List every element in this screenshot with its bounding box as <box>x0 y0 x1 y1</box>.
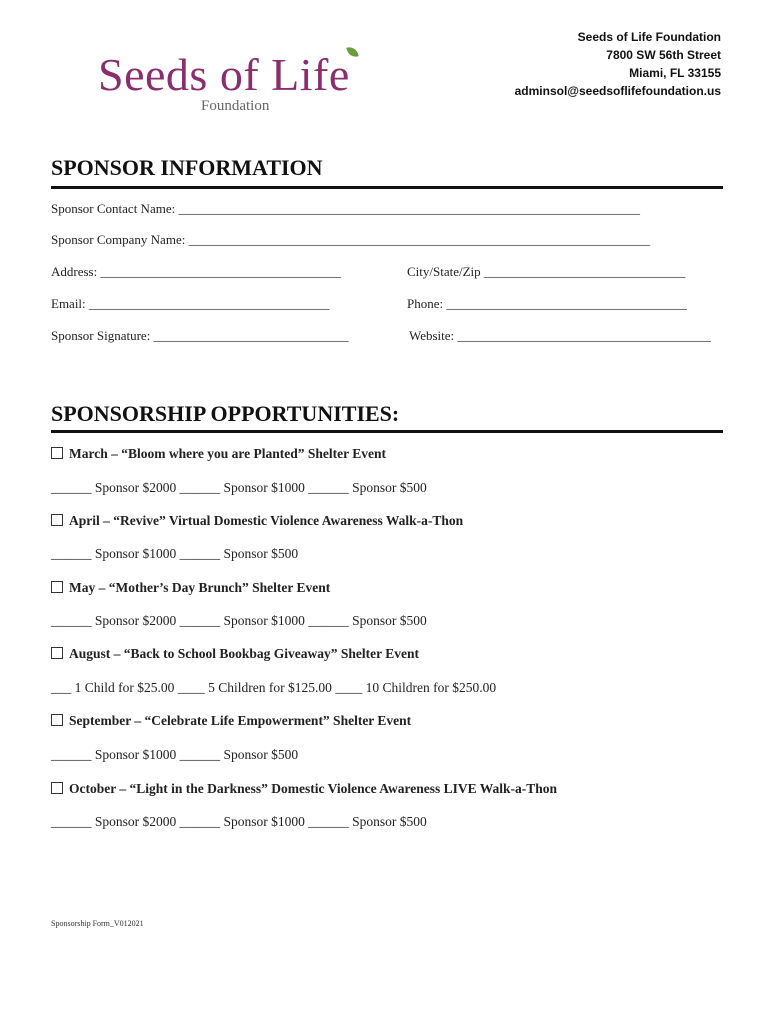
event-title: August – “Back to School Bookbag Giveaway” Shelter Event <box>69 646 420 661</box>
checkbox-icon[interactable] <box>51 581 63 593</box>
checkbox-icon[interactable] <box>51 514 63 526</box>
phone-field[interactable]: Phone: _____________________________________ <box>407 296 687 311</box>
checkbox-icon[interactable] <box>51 782 63 794</box>
event-title: March – “Bloom where you are Planted” Shelter Event <box>69 446 386 461</box>
address-field[interactable]: Address: _____________________________________ <box>51 264 341 279</box>
logo <box>98 49 350 114</box>
event-title: September – “Celebrate Life Empowerment” Shelter Event <box>69 713 412 728</box>
event-option[interactable] <box>51 713 411 729</box>
contact-name-field[interactable]: Sponsor Contact Name: _______________________________________________________________________ <box>51 201 640 216</box>
event-option[interactable] <box>51 781 557 797</box>
event-title: April – “Revive” Virtual Domestic Violence Awareness Walk-a-Thon <box>69 513 464 528</box>
sponsor-info-heading: SPONSOR INFORMATION <box>51 155 323 180</box>
event-title: May – “Mother’s Day Brunch” Shelter Event <box>69 580 331 595</box>
event-title: October – “Light in the Darkness” Domestic Violence Awareness LIVE Walk-a-Thon <box>69 781 558 796</box>
event-option[interactable] <box>51 446 386 462</box>
form-version-footer: Sponsorship Form_V012021 <box>51 919 144 928</box>
checkbox-icon[interactable] <box>51 647 63 659</box>
website-field[interactable]: Website: _______________________________________ <box>409 328 711 343</box>
logo-subtitle: Foundation <box>201 98 270 114</box>
section-divider <box>51 186 723 189</box>
org-name: Seeds of Life Foundation <box>577 30 721 44</box>
event-option[interactable] <box>51 580 330 596</box>
org-address-block <box>515 28 721 100</box>
logo-wordmark: Seeds of Life <box>98 49 350 100</box>
event-tiers[interactable]: ______ Sponsor $2000 ______ Sponsor $1000 ______ Sponsor $500 <box>51 480 427 495</box>
event-tiers[interactable]: ______ Sponsor $2000 ______ Sponsor $1000 ______ Sponsor $500 <box>51 613 427 628</box>
event-tiers[interactable]: ______ Sponsor $1000 ______ Sponsor $500 <box>51 747 299 762</box>
event-tiers[interactable]: ______ Sponsor $2000 ______ Sponsor $1000 ______ Sponsor $500 <box>51 814 427 829</box>
email-field[interactable]: Email: _____________________________________ <box>51 296 330 311</box>
org-email: adminsol@seedsoflifefoundation.us <box>514 84 721 98</box>
event-option[interactable] <box>51 646 419 662</box>
section-divider <box>51 430 723 433</box>
opportunities-heading: SPONSORSHIP OPPORTUNITIES: <box>51 401 400 426</box>
event-tiers[interactable]: ______ Sponsor $1000 ______ Sponsor $500 <box>51 546 299 561</box>
event-option[interactable] <box>51 513 463 529</box>
signature-field[interactable]: Sponsor Signature: ______________________________ <box>51 328 349 343</box>
company-name-field[interactable]: Sponsor Company Name: _______________________________________________________________________ <box>51 232 651 247</box>
org-street: 7800 SW 56th Street <box>606 48 721 62</box>
checkbox-icon[interactable] <box>51 447 63 459</box>
event-tiers[interactable]: ___ 1 Child for $25.00 ____ 5 Children for $125.00 ____ 10 Children for $250.00 <box>51 680 497 695</box>
checkbox-icon[interactable] <box>51 714 63 726</box>
city-state-zip-field[interactable]: City/State/Zip _______________________________ <box>407 264 686 279</box>
org-city: Miami, FL 33155 <box>629 66 721 80</box>
